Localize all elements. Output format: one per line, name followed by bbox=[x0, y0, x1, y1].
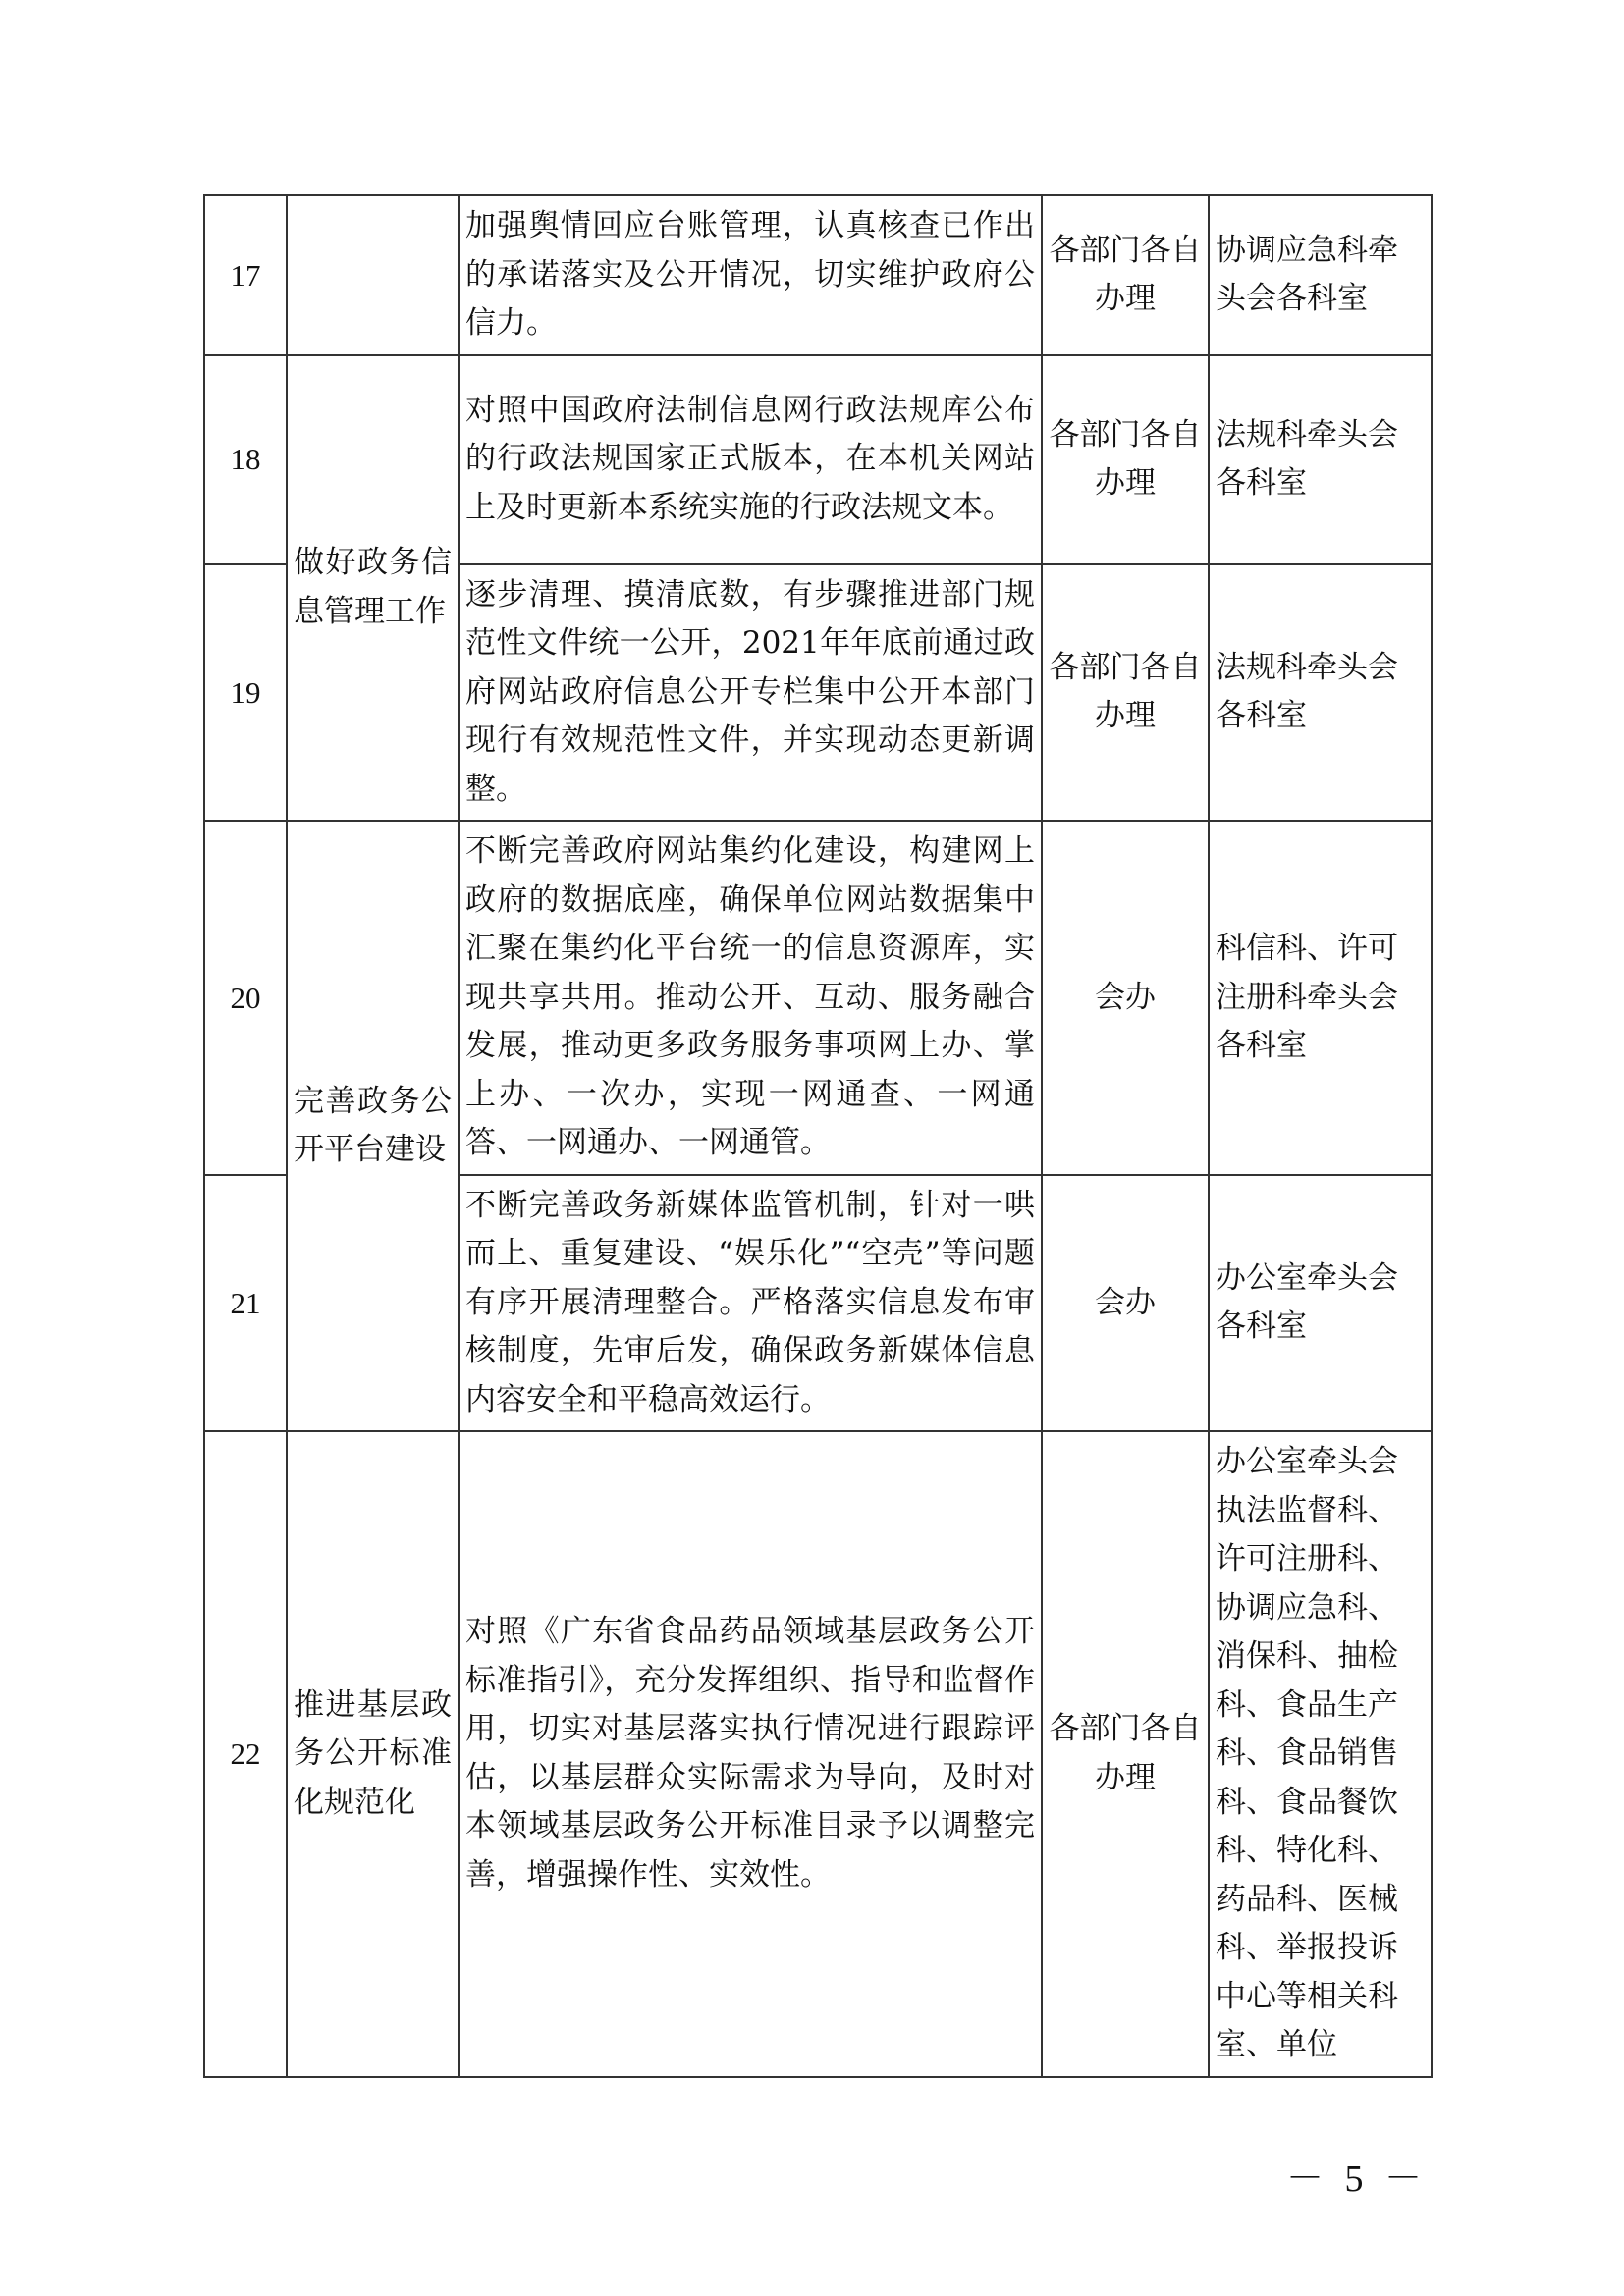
table-row bbox=[204, 195, 1432, 355]
item-cell: 做好政务信息管理工作 bbox=[287, 355, 459, 822]
row-number: 20 bbox=[204, 821, 287, 1175]
lead-cell: 法规科牵头会各科室 bbox=[1209, 355, 1432, 564]
row-number: 18 bbox=[204, 355, 287, 564]
table-row bbox=[204, 355, 1432, 564]
lead-cell: 办公室牵头会执法监督科、许可注册科、协调应急科、消保科、抽检科、食品生产科、食品销售科、食品餐饮科、特化科、药品科、医械科、举报投诉中心等相关科室、单位 bbox=[1209, 1431, 1432, 2077]
content-cell: 逐步清理、摸清底数，有步骤推进部门规范性文件统一公开，2021年年底前通过政府网站政府信息公开专栏集中公开本部门现行有效规范性文件，并实现动态更新调整。 bbox=[459, 564, 1042, 822]
content-cell: 不断完善政府网站集约化建设，构建网上政府的数据底座，确保单位网站数据集中汇聚在集约化平台统一的信息资源库，实现共享共用。推动公开、互动、服务融合发展，推动更多政务服务事项网上办、掌上办、一次办，实现一网通查、一网通答、一网通办、一网通管。 bbox=[459, 821, 1042, 1175]
item-cell: 完善政务公开平台建设 bbox=[287, 821, 459, 1431]
content-cell: 对照中国政府法制信息网行政法规库公布的行政法规国家正式版本，在本机关网站上及时更新本系统实施的行政法规文本。 bbox=[459, 355, 1042, 564]
row-number: 19 bbox=[204, 564, 287, 822]
table-row bbox=[204, 821, 1432, 1175]
item-cell-empty bbox=[287, 195, 459, 355]
content-cell: 加强舆情回应台账管理，认真核查已作出的承诺落实及公开情况，切实维护政府公信力。 bbox=[459, 195, 1042, 355]
lead-cell: 科信科、许可注册科牵头会各科室 bbox=[1209, 821, 1432, 1175]
page-number: － 5 － bbox=[1286, 2159, 1429, 2200]
content-cell: 不断完善政务新媒体监管机制，针对一哄而上、重复建设、“娱乐化”“空壳”等问题有序开展清理整合。严格落实信息发布审核制度，先审后发，确保政务新媒体信息内容安全和平稳高效运行。 bbox=[459, 1175, 1042, 1432]
lead-cell: 法规科牵头会各科室 bbox=[1209, 564, 1432, 822]
lead-cell: 协调应急科牵头会各科室 bbox=[1209, 195, 1432, 355]
method-cell: 各部门各自办理 bbox=[1042, 195, 1209, 355]
content-cell: 对照《广东省食品药品领域基层政务公开标准指引》，充分发挥组织、指导和监督作用，切实对基层落实执行情况进行跟踪评估，以基层群众实际需求为导向，及时对本领域基层政务公开标准目录予以调整完善，增强操作性、实效性。 bbox=[459, 1431, 1042, 2077]
method-cell: 会办 bbox=[1042, 821, 1209, 1175]
row-number: 21 bbox=[204, 1175, 287, 1432]
lead-cell: 办公室牵头会各科室 bbox=[1209, 1175, 1432, 1432]
method-cell: 各部门各自办理 bbox=[1042, 355, 1209, 564]
row-number: 22 bbox=[204, 1431, 287, 2077]
method-cell: 各部门各自办理 bbox=[1042, 564, 1209, 822]
method-cell: 会办 bbox=[1042, 1175, 1209, 1432]
task-table bbox=[203, 194, 1433, 2078]
table-row bbox=[204, 1431, 1432, 2077]
item-cell: 推进基层政务公开标准化规范化 bbox=[287, 1431, 459, 2077]
method-cell: 各部门各自办理 bbox=[1042, 1431, 1209, 2077]
row-number: 17 bbox=[204, 195, 287, 355]
